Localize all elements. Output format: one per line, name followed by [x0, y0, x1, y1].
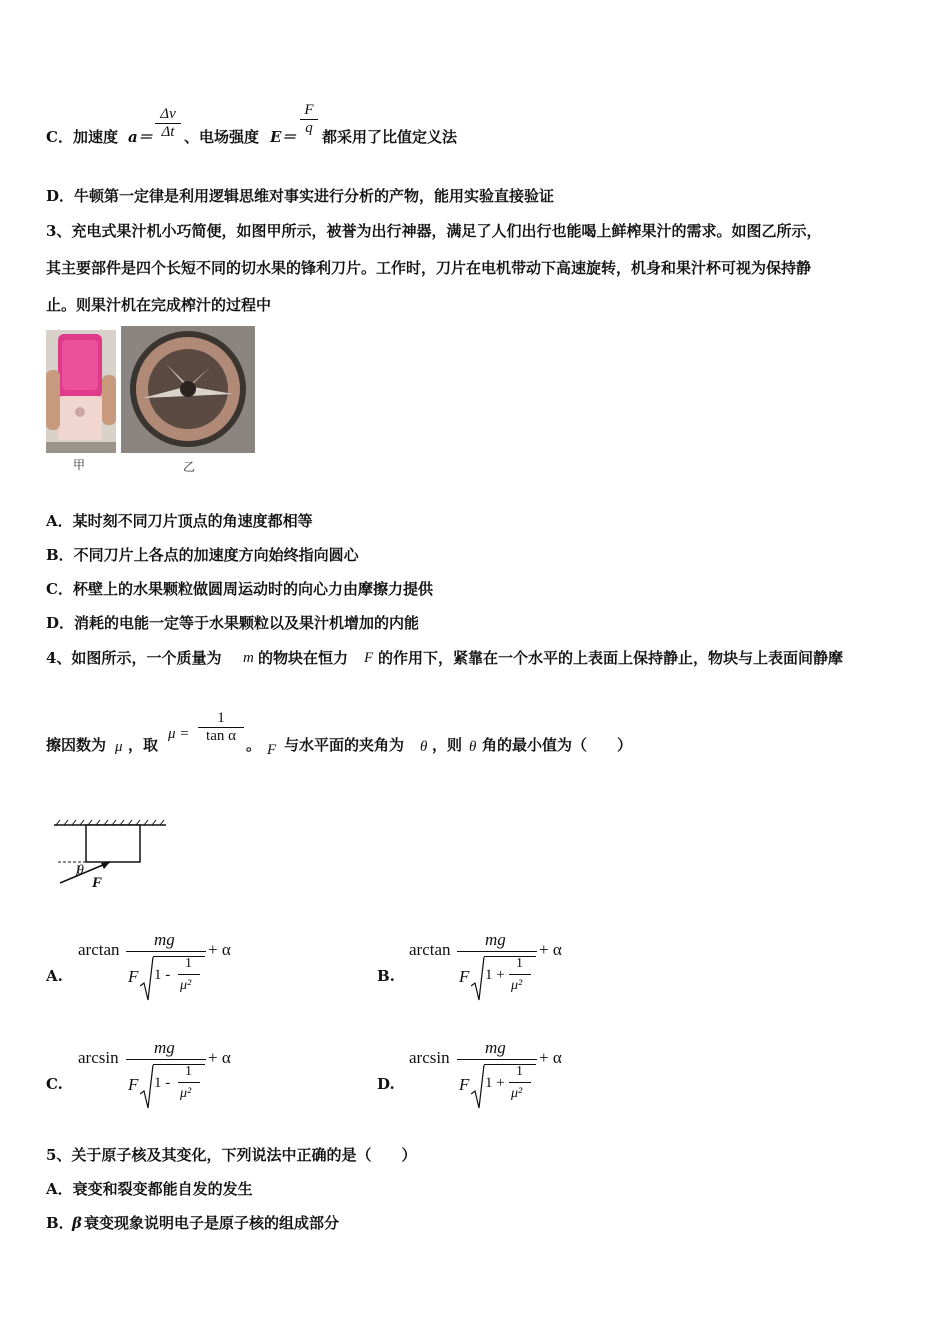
- mu-squared: μ²: [511, 978, 523, 993]
- q3-option-b: B．不同刀片上各点的加速度方向始终指向圆心: [46, 546, 359, 564]
- option-label: B.: [377, 967, 395, 985]
- ceiling-block-diagram: [50, 815, 170, 895]
- theta-symbol: θ: [420, 739, 428, 755]
- fraction-dv-dt: $\frac{\Delta v}{\Delta t}$: [155, 106, 181, 141]
- denominator-f: F: [459, 1075, 470, 1094]
- juicer-bottle-image: [46, 330, 116, 453]
- sqrt-sign: [140, 1064, 154, 1110]
- mass-symbol: m: [243, 650, 254, 666]
- denominator-f: F: [128, 1075, 139, 1094]
- q3-option-a: A．某时刻不同刀片顶点的角速度都相等: [46, 512, 313, 530]
- fraction-f-q: $\frac{F}{q}$: [300, 102, 318, 137]
- q4-force-diagram: [50, 815, 170, 895]
- sqrt-overline: [484, 1064, 536, 1065]
- inner-fraction-bar: [178, 1082, 200, 1083]
- function-name: arcsin: [409, 1048, 450, 1067]
- q4-option: [377, 1038, 677, 1118]
- q4-option: [377, 930, 677, 1010]
- fraction-1-over-tan: $\frac{1}{\text{tan α}}$: [198, 710, 244, 745]
- sqrt-overline: [153, 956, 205, 957]
- q4-text-2b: ，取: [128, 736, 159, 754]
- figure-theta-label: θ: [77, 863, 84, 878]
- numerator-mg: mg: [485, 1038, 506, 1057]
- option-c-label: C．加速度: [46, 128, 118, 146]
- sqrt-inner: 1 +: [485, 967, 505, 983]
- theta-symbol-2: θ: [469, 739, 477, 755]
- figure-yi-blade-photo: [121, 326, 255, 453]
- fraction-bar: [457, 1059, 537, 1060]
- numerator-mg: mg: [154, 1038, 175, 1057]
- denominator-f: F: [459, 967, 470, 986]
- inner-fraction-bar: [509, 1082, 531, 1083]
- q4-text-2f: 角的最小值为（ ）: [482, 736, 633, 754]
- force-symbol-2: F: [267, 742, 277, 758]
- plus-alpha: + α: [539, 940, 562, 959]
- inner-one: 1: [516, 1064, 523, 1079]
- efield-symbol: E＝: [270, 128, 297, 146]
- question-2-option-d: D．牛顿第一定律是利用逻辑思维对事实进行分析的产物，能用实验直接验证: [46, 187, 555, 205]
- denominator-f: F: [128, 967, 139, 986]
- sqrt-inner: 1 -: [154, 1075, 171, 1091]
- q3-option-c: C．杯壁上的水果颗粒做圆周运动时的向心力由摩擦力提供: [46, 580, 433, 598]
- force-symbol: F: [364, 650, 374, 666]
- figure-jia-caption: 甲: [73, 458, 86, 472]
- option-label: A.: [46, 967, 63, 985]
- plus-alpha: + α: [539, 1048, 562, 1067]
- sqrt-overline: [153, 1064, 205, 1065]
- inner-fraction-bar: [509, 974, 531, 975]
- option-label: C.: [46, 1075, 63, 1093]
- option-c-mid: 、电场强度: [184, 128, 260, 146]
- numerator-mg: mg: [154, 930, 175, 949]
- mu-symbol: μ: [115, 739, 123, 755]
- q4-text-2e: ，则: [432, 736, 463, 754]
- q4-text-2d: 与水平面的夹角为: [284, 736, 405, 754]
- sqrt-overline: [484, 956, 536, 957]
- q4-text-1a: 4、如图所示，一个质量为: [46, 649, 222, 667]
- function-name: arctan: [78, 940, 120, 959]
- plus-alpha: + α: [208, 940, 231, 959]
- q3-line-1: 3、充电式果汁机小巧简便，如图甲所示，被誉为出行神器，满足了人们出行也能喝上鲜榨果汁的需求。如图乙所示，: [46, 222, 822, 240]
- sqrt-sign: [471, 956, 485, 1002]
- fraction-bar: [126, 1059, 206, 1060]
- mu-squared: μ²: [180, 978, 192, 993]
- figure-jia-juicer-photo: [46, 330, 116, 453]
- inner-one: 1: [185, 956, 192, 971]
- q5-option-a: A．衰变和裂变都能自发的发生: [46, 1180, 253, 1198]
- blade-image: [121, 326, 255, 453]
- fraction-bar: [126, 951, 206, 952]
- option-c-end: 都采用了比值定义法: [322, 128, 458, 146]
- beta-symbol: β: [72, 1214, 82, 1232]
- q4-text-2a: 擦因数为: [46, 736, 107, 754]
- inner-one: 1: [185, 1064, 192, 1079]
- q4-option: [46, 930, 346, 1010]
- option-label: D.: [377, 1075, 395, 1093]
- mu-equals: μ =: [168, 726, 190, 742]
- sqrt-inner: 1 -: [154, 967, 171, 983]
- sqrt-sign: [140, 956, 154, 1002]
- q5-stem: 5、关于原子核及其变化，下列说法中正确的是（ ）: [46, 1146, 417, 1164]
- q4-option: [46, 1038, 346, 1118]
- mu-squared: μ²: [511, 1086, 523, 1101]
- accel-symbol: a＝: [128, 128, 153, 146]
- q4-text-1b: 的物块在恒力: [258, 649, 349, 667]
- q3-line-2: 其主要部件是四个长短不同的切水果的锋利刀片。工作时，刀片在电机带动下高速旋转，机身和果汁杯可视为保持静: [46, 259, 812, 277]
- q5-option-b-label: B．: [46, 1214, 74, 1232]
- plus-alpha: + α: [208, 1048, 231, 1067]
- sqrt-inner: 1 +: [485, 1075, 505, 1091]
- q4-text-2c: 。: [246, 736, 262, 754]
- q5-option-b-text: 衰变现象说明电子是原子核的组成部分: [84, 1214, 340, 1232]
- fraction-bar: [457, 951, 537, 952]
- q3-line-3: 止。则果汁机在完成榨汁的过程中: [46, 296, 272, 314]
- q4-text-1c: 的作用下，紧靠在一个水平的上表面上保持静止，物块与上表面间静摩: [378, 649, 844, 667]
- numerator-mg: mg: [485, 930, 506, 949]
- figure-yi-caption: 乙: [183, 460, 196, 474]
- mu-squared: μ²: [180, 1086, 192, 1101]
- figure-f-label: F: [92, 875, 103, 891]
- inner-one: 1: [516, 956, 523, 971]
- function-name: arcsin: [78, 1048, 119, 1067]
- function-name: arctan: [409, 940, 451, 959]
- q3-option-d: D．消耗的电能一定等于水果颗粒以及果汁机增加的内能: [46, 614, 420, 632]
- sqrt-sign: [471, 1064, 485, 1110]
- inner-fraction-bar: [178, 974, 200, 975]
